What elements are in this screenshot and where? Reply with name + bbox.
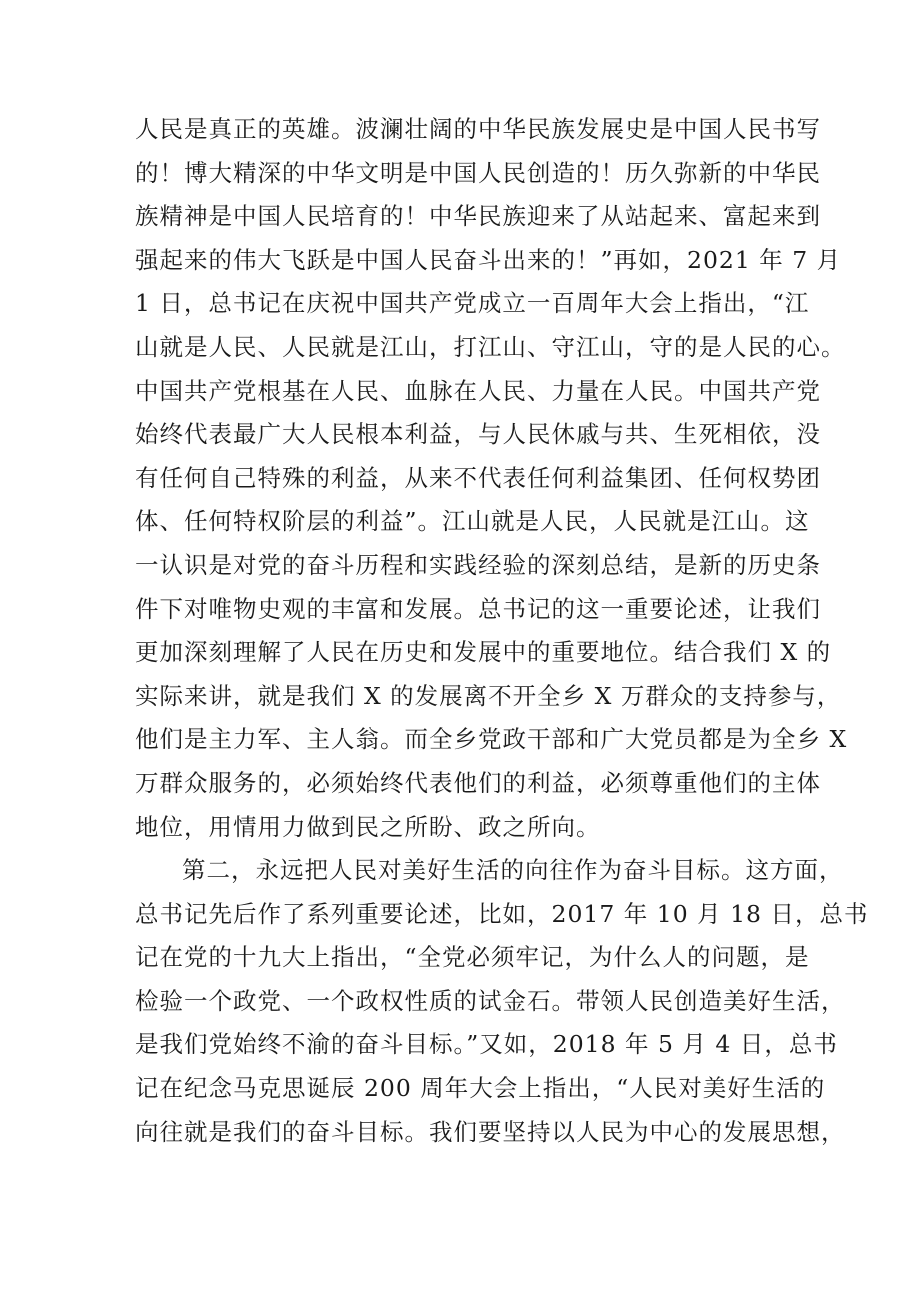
text-line: 实际来讲，就是我们 X 的发展离不开全乡 X 万群众的支持参与， <box>135 681 842 710</box>
text-line: 件下对唯物史观的丰富和发展。总书记的这一重要论述，让我们 <box>135 594 821 623</box>
text-line: 的！博大精深的中华文明是中国人民创造的！历久弥新的中华民 <box>135 158 821 187</box>
text-line: 强起来的伟大飞跃是中国人民奋斗出来的！”再如，2021 年 7 月 <box>135 245 842 274</box>
text-line: 万群众服务的，必须始终代表他们的利益，必须尊重他们的主体 <box>135 768 821 797</box>
text-line: 一认识是对党的奋斗历程和实践经验的深刻总结，是新的历史条 <box>135 550 821 579</box>
text-line: 总书记先后作了系列重要论述，比如，2017 年 10 月 18 日，总书 <box>135 899 869 928</box>
text-line: 族精神是中国人民培育的！中华民族迎来了从站起来、富起来到 <box>135 202 821 231</box>
paragraph-2 <box>135 849 869 1154</box>
text-line: 1 日，总书记在庆祝中国共产党成立一百周年大会上指出，“江 <box>135 289 810 318</box>
text-line: 人民是真正的英雄。波澜壮阔的中华民族发展史是中国人民书写 <box>135 115 821 143</box>
text-line: 始终代表最广大人民根本利益，与人民休戚与共、生死相依，没 <box>135 420 821 449</box>
document-body <box>135 108 869 1154</box>
text-line: 第二，永远把人民对美好生活的向往作为奋斗目标。这方面， <box>182 856 844 885</box>
text-line: 山就是人民、人民就是江山，打江山、守江山，守的是人民的心。 <box>135 332 846 361</box>
text-line: 更加深刻理解了人民在历史和发展中的重要地位。结合我们 X 的 <box>135 638 832 667</box>
text-line: 中国共产党根基在人民、血脉在人民、力量在人民。中国共产党 <box>135 376 821 405</box>
text-line: 向往就是我们的奋斗目标。我们要坚持以人民为中心的发展思想， <box>135 1117 846 1146</box>
text-line: 记在党的十九大上指出，“全党必须牢记，为什么人的问题，是 <box>135 943 810 972</box>
text-line: 记在纪念马克思诞辰 200 周年大会上指出，“人民对美好生活的 <box>135 1074 826 1103</box>
text-line: 是我们党始终不渝的奋斗目标。”又如，2018 年 5 月 4 日，总书 <box>135 1030 838 1059</box>
text-line: 检验一个政党、一个政权性质的试金石。带领人民创造美好生活， <box>135 986 846 1015</box>
paragraph-1 <box>135 108 848 849</box>
text-line: 有任何自己特殊的利益，从来不代表任何利益集团、任何权势团 <box>135 463 821 492</box>
text-line: 地位，用情用力做到民之所盼、政之所向。 <box>135 812 601 841</box>
text-line: 他们是主力军、主人翁。而全乡党政干部和广大党员都是为全乡 X <box>135 725 848 754</box>
text-line: 体、任何特权阶层的利益”。江山就是人民，人民就是江山。这 <box>135 507 810 536</box>
